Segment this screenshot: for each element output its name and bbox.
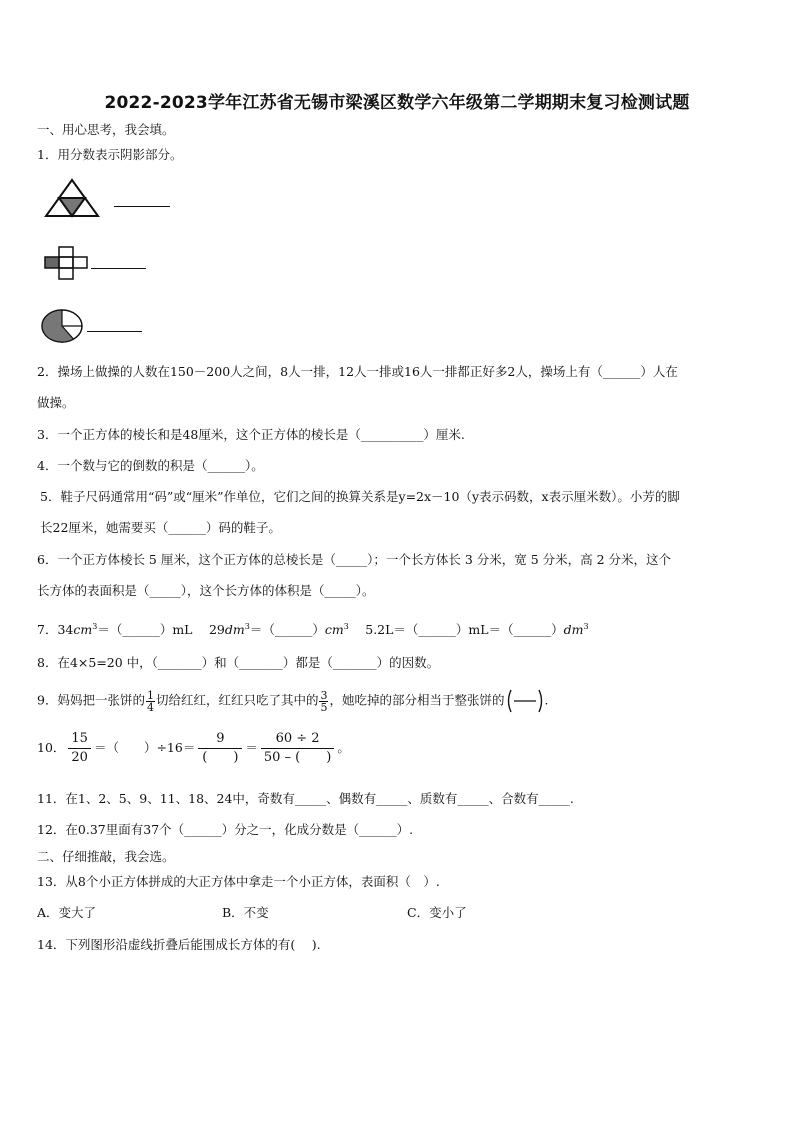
answer-line-1 <box>114 206 170 207</box>
option-a[interactable]: A．变大了 <box>37 905 97 920</box>
question-5-line-1: 5．鞋子尺码通常用“码”或“厘米”作单位，它们之间的换算关系是y=2x－10（y表示码数，x表示厘米数）。小芳的脚 <box>40 489 680 504</box>
section-1-heading: 一、用心思考，我会填。 <box>37 122 175 137</box>
question-12: 12．在0.37里面有37个（______）分之一，化成分数是（______）. <box>37 822 414 837</box>
q10-fraction-3 <box>261 730 334 767</box>
cross-figure <box>44 246 90 280</box>
q9-f1-denominator: 4 <box>146 700 154 714</box>
section-2-heading: 二、仔细推敲，我会选。 <box>37 849 175 864</box>
q10-f1-denominator: 20 <box>71 750 88 765</box>
q9-part-1: 9．妈妈把一张饼的 <box>37 692 145 708</box>
q9-f2-numerator: 3 <box>320 688 328 702</box>
q9-f2-denominator: 5 <box>320 700 328 714</box>
q7-unit-dm3: dm <box>224 622 245 638</box>
option-b[interactable]: B．不变 <box>222 905 269 920</box>
triangle-figure <box>44 178 100 218</box>
option-c[interactable]: C．变小了 <box>407 905 467 920</box>
q7-part-3: ＝（______） <box>249 622 325 638</box>
q7-part-2: ＝（______）mL 29 <box>97 622 225 638</box>
question-4: 4．一个数与它的倒数的积是（______）。 <box>37 458 264 473</box>
question-7 <box>37 619 589 638</box>
q10-middle: ＝（ ）÷16＝ <box>93 740 196 755</box>
question-1: 1．用分数表示阴影部分。 <box>37 147 183 162</box>
q10-fraction-2 <box>198 730 242 767</box>
question-2-line-1: 2．操场上做操的人数在150－200人之间，8人一排，12人一排或16人一排都正好多2人，操场上有（______）人在 <box>37 364 678 379</box>
question-3: 3．一个正方体的棱长和是48厘米，这个正方体的棱长是（__________）厘米. <box>37 427 465 442</box>
circle-figure <box>40 308 86 344</box>
q9-fraction-1 <box>146 690 155 713</box>
q7-exp-1: 3 <box>92 622 98 631</box>
q9-f1-numerator: 1 <box>146 688 154 702</box>
question-6-line-1: 6．一个正方体棱长 5 厘米，这个正方体的总棱长是（_____）；一个长方体长 3 分米，宽 5 分米，高 2 分米，这个 <box>37 552 672 567</box>
question-14: 14．下列图形沿虚线折叠后能围成长方体的有( ). <box>37 937 321 952</box>
q10-end: 。 <box>337 740 350 755</box>
q10-f3-denominator: 50 – ( ) <box>263 750 332 765</box>
question-10 <box>37 730 350 767</box>
q9-answer-fraction-blank <box>505 688 545 714</box>
answer-line-3 <box>87 331 142 332</box>
q7-unit-dm3-2: dm <box>563 622 584 638</box>
q7-part-1: 7．34 <box>37 622 74 638</box>
question-11: 11．在1、2、5、9、11、18、24中，奇数有_____、偶数有_____、质数有_____、合数有_____. <box>37 791 574 806</box>
q7-exp-2: 3 <box>244 622 250 631</box>
question-5-line-2: 长22厘米，她需要买（______）码的鞋子。 <box>40 520 281 535</box>
q10-f1-numerator: 15 <box>68 730 91 749</box>
q7-exp-4: 3 <box>583 622 589 631</box>
question-6-line-2: 长方体的表面积是（_____），这个长方体的体积是（_____）。 <box>37 583 375 598</box>
q10-f2-numerator: 9 <box>198 730 242 749</box>
question-2-line-2: 做操。 <box>37 395 75 410</box>
q9-part-3: ，她吃掉的部分相当于整张饼的 <box>329 692 505 708</box>
q7-exp-3: 3 <box>343 622 349 631</box>
q7-part-4: 5.2L＝（______）mL＝（______） <box>348 622 564 638</box>
q7-unit-cm3-2: cm <box>324 622 344 638</box>
q10-fraction-1 <box>68 730 91 767</box>
page-title: 2022-2023学年江苏省无锡市梁溪区数学六年级第二学期期末复习检测试题 <box>104 93 690 113</box>
q7-unit-cm3: cm <box>73 622 93 638</box>
q10-f2-denominator: ( ) <box>202 750 239 765</box>
q9-part-4: . <box>544 692 549 708</box>
q9-part-2: 切给红红，红红只吃了其中的 <box>155 692 319 708</box>
q10-f3-numerator: 60 ÷ 2 <box>261 730 334 749</box>
question-9 <box>37 688 548 714</box>
q10-equals: ＝ <box>245 740 258 755</box>
question-8: 8．在4×5=20 中，（_______）和（_______）都是（_______）的因数。 <box>37 655 440 670</box>
q10-number: 10． <box>37 740 66 755</box>
answer-line-2 <box>91 268 146 269</box>
question-13: 13．从8个小正方体拼成的大正方体中拿走一个小正方体，表面积（ ）. <box>37 874 440 889</box>
q9-fraction-2 <box>319 690 328 713</box>
